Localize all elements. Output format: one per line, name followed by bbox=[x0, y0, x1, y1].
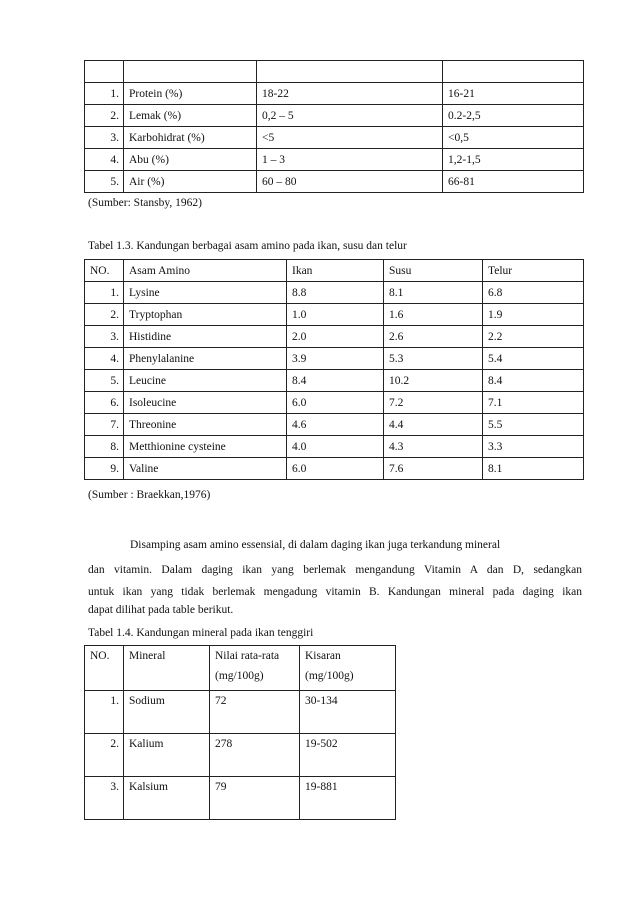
paragraph-line: dan vitamin. Dalam daging ikan yang berlemak mengandung Vitamin A dan D, sedangkan bbox=[88, 564, 582, 576]
header-cell-nilai bbox=[210, 646, 300, 691]
header-cell: Mineral bbox=[124, 646, 210, 691]
nutrient-name: Lemak (%) bbox=[124, 105, 257, 127]
header-unit: (mg/100g) bbox=[305, 670, 354, 682]
header-cell: Asam Amino bbox=[124, 260, 287, 282]
row-number: 7. bbox=[85, 414, 124, 436]
value-cell: 10.2 bbox=[384, 370, 483, 392]
table-header-row bbox=[85, 646, 396, 691]
value-cell: 79 bbox=[210, 777, 300, 820]
value-cell: 5.5 bbox=[483, 414, 584, 436]
value-cell: 2.6 bbox=[384, 326, 483, 348]
amino-acid-name: Valine bbox=[124, 458, 287, 480]
value-cell: <5 bbox=[257, 127, 443, 149]
table-source: (Sumber : Braekkan,1976) bbox=[88, 489, 211, 501]
value-cell: 7.6 bbox=[384, 458, 483, 480]
mineral-name: Kalium bbox=[124, 734, 210, 777]
header-unit: (mg/100g) bbox=[215, 670, 264, 682]
header-cell: NO. bbox=[85, 646, 124, 691]
header-cell: NO. bbox=[85, 260, 124, 282]
table-caption: Tabel 1.4. Kandungan mineral pada ikan tenggiri bbox=[88, 627, 314, 639]
header-cell bbox=[124, 61, 257, 83]
value-cell: 8.4 bbox=[483, 370, 584, 392]
table-caption: Tabel 1.3. Kandungan berbagai asam amino pada ikan, susu dan telur bbox=[88, 240, 407, 252]
row-number: 1. bbox=[85, 83, 124, 105]
amino-acid-table bbox=[84, 259, 584, 480]
row-number: 3. bbox=[85, 777, 124, 820]
value-cell: 7.2 bbox=[384, 392, 483, 414]
value-cell: 18-22 bbox=[257, 83, 443, 105]
table-row bbox=[85, 348, 584, 370]
value-cell: 4.3 bbox=[384, 436, 483, 458]
row-number: 6. bbox=[85, 392, 124, 414]
row-number: 8. bbox=[85, 436, 124, 458]
amino-acid-name: Leucine bbox=[124, 370, 287, 392]
row-number: 9. bbox=[85, 458, 124, 480]
value-cell: 7.1 bbox=[483, 392, 584, 414]
amino-acid-name: Threonine bbox=[124, 414, 287, 436]
table-row bbox=[85, 691, 396, 734]
mineral-name: Sodium bbox=[124, 691, 210, 734]
amino-acid-name: Isoleucine bbox=[124, 392, 287, 414]
mineral-table bbox=[84, 645, 396, 820]
table-row bbox=[85, 734, 396, 777]
header-cell bbox=[443, 61, 584, 83]
value-cell: 0,2 – 5 bbox=[257, 105, 443, 127]
table-source: (Sumber: Stansby, 1962) bbox=[88, 197, 202, 209]
value-cell: 4.0 bbox=[287, 436, 384, 458]
value-cell: 1,2-1,5 bbox=[443, 149, 584, 171]
value-cell: 66-81 bbox=[443, 171, 584, 193]
value-cell: 1.9 bbox=[483, 304, 584, 326]
value-cell: 16-21 bbox=[443, 83, 584, 105]
header-cell bbox=[257, 61, 443, 83]
value-cell: <0,5 bbox=[443, 127, 584, 149]
value-cell: 6.8 bbox=[483, 282, 584, 304]
amino-acid-name: Metthionine cysteine bbox=[124, 436, 287, 458]
value-cell: 19-502 bbox=[300, 734, 396, 777]
value-cell: 19-881 bbox=[300, 777, 396, 820]
value-cell: 3.9 bbox=[287, 348, 384, 370]
nutrient-name: Karbohidrat (%) bbox=[124, 127, 257, 149]
value-cell: 1 – 3 bbox=[257, 149, 443, 171]
table-row bbox=[85, 458, 584, 480]
value-cell: 4.4 bbox=[384, 414, 483, 436]
value-cell: 3.3 bbox=[483, 436, 584, 458]
row-number: 2. bbox=[85, 105, 124, 127]
value-cell: 6.0 bbox=[287, 458, 384, 480]
row-number: 1. bbox=[85, 691, 124, 734]
table-row bbox=[85, 83, 584, 105]
table-row bbox=[85, 414, 584, 436]
row-number: 2. bbox=[85, 304, 124, 326]
header-label: Nilai rata-rata bbox=[215, 650, 280, 662]
nutrient-name: Protein (%) bbox=[124, 83, 257, 105]
header-cell bbox=[85, 61, 124, 83]
value-cell: 1.0 bbox=[287, 304, 384, 326]
mineral-name: Kalsium bbox=[124, 777, 210, 820]
amino-acid-name: Lysine bbox=[124, 282, 287, 304]
header-cell-kisaran bbox=[300, 646, 396, 691]
table-row bbox=[85, 149, 584, 171]
table-row bbox=[85, 105, 584, 127]
amino-acid-name: Histidine bbox=[124, 326, 287, 348]
paragraph-line: dapat dilihat pada table berikut. bbox=[88, 604, 234, 616]
value-cell: 1.6 bbox=[384, 304, 483, 326]
table-row bbox=[85, 370, 584, 392]
table-row bbox=[85, 304, 584, 326]
value-cell: 8.1 bbox=[384, 282, 483, 304]
row-number: 4. bbox=[85, 149, 124, 171]
value-cell: 60 – 80 bbox=[257, 171, 443, 193]
value-cell: 8.4 bbox=[287, 370, 384, 392]
value-cell: 278 bbox=[210, 734, 300, 777]
table-row bbox=[85, 777, 396, 820]
value-cell: 4.6 bbox=[287, 414, 384, 436]
paragraph-line: Disamping asam amino essensial, di dalam daging ikan juga terkandung mineral bbox=[130, 539, 501, 551]
value-cell: 30-134 bbox=[300, 691, 396, 734]
value-cell: 2.0 bbox=[287, 326, 384, 348]
row-number: 1. bbox=[85, 282, 124, 304]
nutrient-name: Air (%) bbox=[124, 171, 257, 193]
nutrient-name: Abu (%) bbox=[124, 149, 257, 171]
table-row bbox=[85, 127, 584, 149]
amino-acid-name: Phenylalanine bbox=[124, 348, 287, 370]
value-cell: 6.0 bbox=[287, 392, 384, 414]
value-cell: 5.3 bbox=[384, 348, 483, 370]
header-cell: Telur bbox=[483, 260, 584, 282]
composition-table bbox=[84, 60, 584, 193]
row-number: 5. bbox=[85, 370, 124, 392]
table-header-row bbox=[85, 61, 584, 83]
table-row bbox=[85, 436, 584, 458]
header-cell: Ikan bbox=[287, 260, 384, 282]
table-header-row bbox=[85, 260, 584, 282]
header-cell: Susu bbox=[384, 260, 483, 282]
amino-acid-name: Tryptophan bbox=[124, 304, 287, 326]
value-cell: 2.2 bbox=[483, 326, 584, 348]
row-number: 3. bbox=[85, 127, 124, 149]
table-row bbox=[85, 326, 584, 348]
value-cell: 0.2-2,5 bbox=[443, 105, 584, 127]
value-cell: 8.8 bbox=[287, 282, 384, 304]
table-row bbox=[85, 171, 584, 193]
row-number: 5. bbox=[85, 171, 124, 193]
table-row bbox=[85, 282, 584, 304]
row-number: 4. bbox=[85, 348, 124, 370]
row-number: 2. bbox=[85, 734, 124, 777]
value-cell: 72 bbox=[210, 691, 300, 734]
value-cell: 8.1 bbox=[483, 458, 584, 480]
row-number: 3. bbox=[85, 326, 124, 348]
table-row bbox=[85, 392, 584, 414]
paragraph-line: untuk ikan yang tidak berlemak mengadung vitamin B. Kandungan mineral pada daging ikan bbox=[88, 586, 582, 598]
value-cell: 5.4 bbox=[483, 348, 584, 370]
header-label: Kisaran bbox=[305, 650, 341, 662]
